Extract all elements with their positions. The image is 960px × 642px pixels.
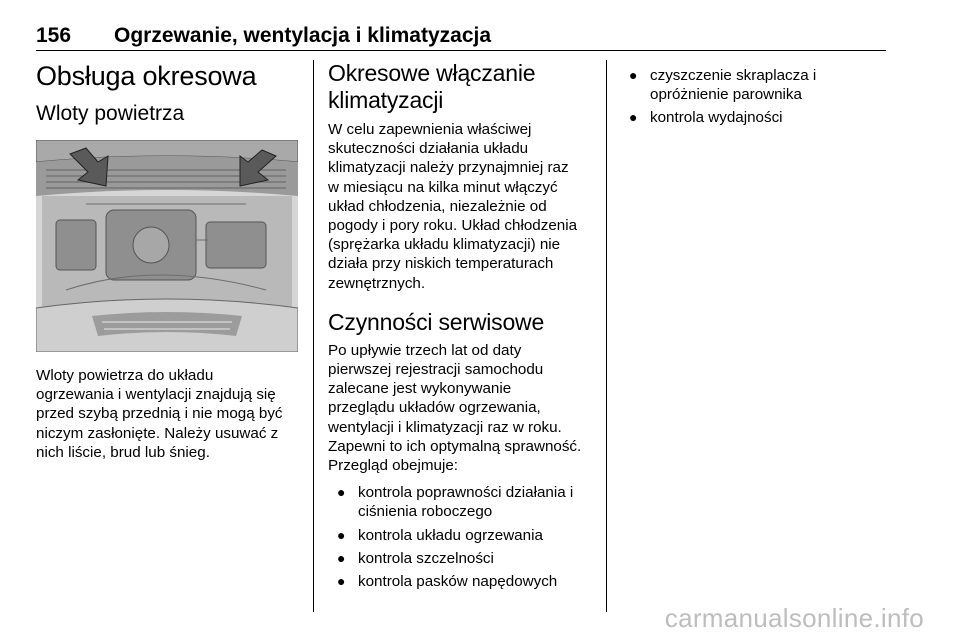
service-checklist <box>328 483 594 591</box>
body-line: działa przy niskich temperaturach <box>328 255 554 273</box>
watermark: carmanualsonline.info <box>664 603 924 633</box>
bullet-icon: ● <box>337 549 346 566</box>
section-title-service: Czynności serwisowe <box>328 308 545 335</box>
list-item: ● kontrola wydajności <box>629 109 783 127</box>
bullet-icon: ● <box>629 109 638 126</box>
bullet-icon: ● <box>337 573 346 590</box>
page-number: 156 <box>36 24 72 47</box>
body-line: W celu zapewnienia właściwej <box>328 121 532 138</box>
column-3 <box>620 60 870 132</box>
body-line: przeglądu układów ogrzewania, <box>328 399 541 417</box>
caption-line: niczym zasłonięte. Należy usuwać z <box>36 424 279 442</box>
list-item: ● kontrola pasków napędowych <box>337 573 558 591</box>
section-title-ac-periodic-line1: Okresowe włączanie <box>328 60 536 86</box>
section-title-periodic-service: Obsługa okresowa <box>36 61 257 91</box>
body-line: zalecane jest wykonywanie <box>328 380 512 398</box>
column-2 <box>328 60 594 595</box>
body-line: (sprężarka układu klimatyzacji) nie <box>328 236 561 254</box>
body-line: skuteczności działania układu <box>328 140 529 158</box>
running-title: Ogrzewanie, wentylacja i klimatyzacja <box>114 24 492 47</box>
body-line: pogody i pory roku. Układ chłodzenia <box>328 217 578 235</box>
caption-line: przed szybą przednią i nie mogą być <box>36 405 283 423</box>
service-body <box>328 341 594 475</box>
body-line: wentylacji i klimatyzacji raz w roku. <box>328 418 562 436</box>
engine-bay-illustration <box>36 140 298 352</box>
body-line: Zapewni to ich optymalną sprawność. <box>328 437 582 455</box>
subsection-title-air-inlets: Wloty powietrza <box>36 102 185 125</box>
service-checklist-continued <box>620 66 870 128</box>
bullet-icon: ● <box>337 484 346 501</box>
body-line: Przegląd obejmuje: <box>328 457 459 475</box>
header-rule <box>36 50 886 51</box>
list-item: ● kontrola układu ogrzewania <box>337 526 543 544</box>
body-line: zewnętrznych. <box>328 274 426 292</box>
section-title-ac-periodic-line2: klimatyzacji <box>328 87 444 113</box>
ac-periodic-body <box>328 120 594 293</box>
page-header <box>36 22 886 52</box>
caption-line: nich liście, brud lub śnieg. <box>36 443 210 461</box>
column-1 <box>36 60 300 461</box>
bullet-icon: ● <box>629 67 638 83</box>
caption-line: Wloty powietrza do układu <box>36 367 214 384</box>
column-divider <box>606 60 607 612</box>
list-item: ● kontrola szczelności <box>337 549 494 567</box>
figure-caption <box>36 366 300 462</box>
list-item: ● czyszczenie skraplacza i opróżnienie parownika <box>629 67 817 104</box>
body-line: w miesiącu na kilka minut włączyć <box>328 178 558 196</box>
column-divider <box>313 60 314 612</box>
body-line: Po upływie trzech lat od daty <box>328 341 522 359</box>
bullet-icon: ● <box>337 526 346 543</box>
caption-line: ogrzewania i wentylacji znajdują się <box>36 386 276 404</box>
engine-bay-drawing <box>36 140 298 352</box>
list-item: ● kontrola poprawności działania i ciśnienia roboczego <box>337 484 574 521</box>
body-line: pierwszej rejestracji samochodu <box>328 361 544 379</box>
body-line: klimatyzacji należy przynajmniej raz <box>328 159 569 177</box>
body-line: układ chłodzenia, niezależnie od <box>328 197 547 215</box>
